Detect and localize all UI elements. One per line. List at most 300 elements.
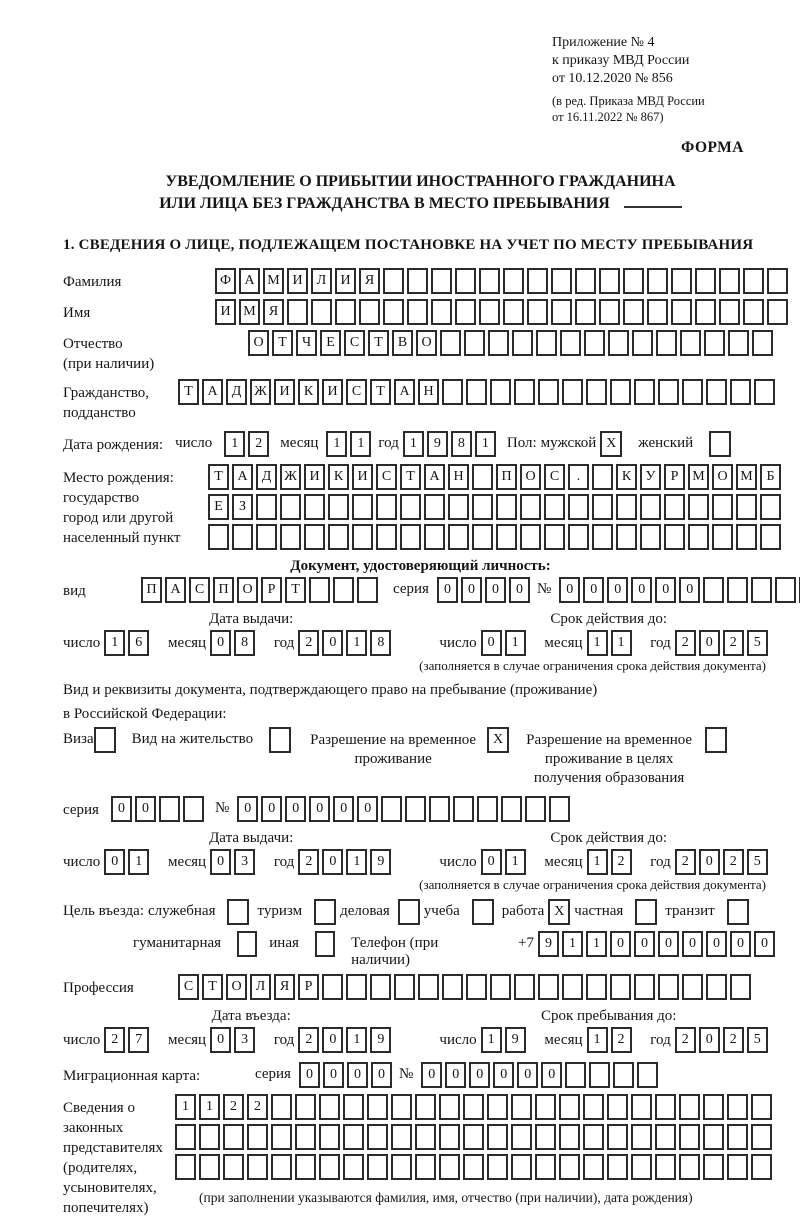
char-box[interactable]: 9 [505, 1027, 526, 1053]
char-box[interactable]: 8 [451, 431, 472, 457]
char-box[interactable] [706, 974, 727, 1000]
char-box[interactable] [391, 1094, 412, 1120]
sex-male-checkbox[interactable]: X [600, 431, 622, 457]
char-box[interactable] [503, 268, 524, 294]
char-box[interactable] [712, 524, 733, 550]
char-box[interactable] [703, 1094, 724, 1120]
char-box[interactable]: 0 [610, 931, 631, 957]
char-box[interactable] [634, 974, 655, 1000]
char-box[interactable]: 0 [445, 1062, 466, 1088]
char-box[interactable] [727, 577, 748, 603]
char-box[interactable]: О [237, 577, 258, 603]
char-box[interactable] [335, 299, 356, 325]
char-box[interactable]: М [263, 268, 284, 294]
char-box[interactable] [472, 464, 493, 490]
char-box[interactable] [477, 796, 498, 822]
char-box[interactable]: 0 [634, 931, 655, 957]
char-box[interactable] [695, 268, 716, 294]
char-box[interactable]: 0 [699, 849, 720, 875]
char-box[interactable] [466, 974, 487, 1000]
char-box[interactable]: 0 [754, 931, 775, 957]
char-box[interactable] [439, 1154, 460, 1180]
char-box[interactable] [671, 268, 692, 294]
char-box[interactable] [328, 524, 349, 550]
char-box[interactable] [549, 796, 570, 822]
char-box[interactable] [616, 494, 637, 520]
sex-female-checkbox[interactable] [709, 431, 731, 457]
char-box[interactable] [536, 330, 557, 356]
char-box[interactable] [503, 299, 524, 325]
char-box[interactable] [525, 796, 546, 822]
char-box[interactable]: 2 [247, 1094, 268, 1120]
char-box[interactable]: О [712, 464, 733, 490]
char-box[interactable] [730, 974, 751, 1000]
char-box[interactable]: 3 [234, 849, 255, 875]
char-box[interactable] [442, 379, 463, 405]
char-box[interactable]: С [544, 464, 565, 490]
char-box[interactable] [271, 1094, 292, 1120]
char-box[interactable]: 0 [607, 577, 628, 603]
purpose-official-checkbox[interactable] [227, 899, 249, 925]
char-box[interactable] [655, 1154, 676, 1180]
edu-permit-checkbox[interactable] [705, 727, 727, 753]
char-box[interactable]: С [178, 974, 199, 1000]
char-box[interactable]: 9 [370, 849, 391, 875]
char-box[interactable]: 0 [469, 1062, 490, 1088]
char-box[interactable]: Л [250, 974, 271, 1000]
char-box[interactable] [575, 268, 596, 294]
char-box[interactable]: А [232, 464, 253, 490]
char-box[interactable] [407, 268, 428, 294]
char-box[interactable] [343, 1124, 364, 1150]
char-box[interactable] [647, 268, 668, 294]
char-box[interactable] [346, 974, 367, 1000]
char-box[interactable] [394, 974, 415, 1000]
char-box[interactable] [719, 299, 740, 325]
char-box[interactable]: С [346, 379, 367, 405]
char-box[interactable] [439, 1094, 460, 1120]
char-box[interactable] [175, 1154, 196, 1180]
char-box[interactable]: П [213, 577, 234, 603]
char-box[interactable] [400, 494, 421, 520]
char-box[interactable] [751, 1154, 772, 1180]
char-box[interactable]: 0 [631, 577, 652, 603]
char-box[interactable] [623, 268, 644, 294]
char-box[interactable]: 9 [370, 1027, 391, 1053]
char-box[interactable]: 8 [370, 630, 391, 656]
purpose-tourism-checkbox[interactable] [314, 899, 336, 925]
char-box[interactable] [271, 1154, 292, 1180]
char-box[interactable] [472, 494, 493, 520]
char-box[interactable] [535, 1124, 556, 1150]
char-box[interactable]: . [568, 464, 589, 490]
char-box[interactable] [512, 330, 533, 356]
char-box[interactable] [640, 524, 661, 550]
char-box[interactable] [575, 299, 596, 325]
char-box[interactable] [655, 1094, 676, 1120]
purpose-study-checkbox[interactable] [472, 899, 494, 925]
char-box[interactable] [583, 1094, 604, 1120]
char-box[interactable]: 0 [357, 796, 378, 822]
char-box[interactable] [415, 1124, 436, 1150]
char-box[interactable] [743, 268, 764, 294]
char-box[interactable] [703, 1124, 724, 1150]
char-box[interactable]: 0 [583, 577, 604, 603]
char-box[interactable] [511, 1154, 532, 1180]
char-box[interactable]: 9 [427, 431, 448, 457]
char-box[interactable] [479, 268, 500, 294]
char-box[interactable] [559, 1094, 580, 1120]
char-box[interactable]: 1 [475, 431, 496, 457]
char-box[interactable]: 1 [587, 630, 608, 656]
char-box[interactable]: И [274, 379, 295, 405]
char-box[interactable]: 0 [437, 577, 458, 603]
char-box[interactable] [429, 796, 450, 822]
char-box[interactable] [490, 379, 511, 405]
char-box[interactable] [383, 268, 404, 294]
char-box[interactable] [754, 379, 775, 405]
char-box[interactable] [712, 494, 733, 520]
char-box[interactable] [544, 524, 565, 550]
char-box[interactable] [679, 1124, 700, 1150]
char-box[interactable] [223, 1124, 244, 1150]
char-box[interactable] [448, 494, 469, 520]
char-box[interactable] [455, 299, 476, 325]
char-box[interactable]: 0 [347, 1062, 368, 1088]
char-box[interactable]: Ф [215, 268, 236, 294]
char-box[interactable] [415, 1094, 436, 1120]
char-box[interactable]: С [376, 464, 397, 490]
char-box[interactable] [295, 1124, 316, 1150]
char-box[interactable] [333, 577, 354, 603]
char-box[interactable]: Р [664, 464, 685, 490]
char-box[interactable]: 2 [104, 1027, 125, 1053]
char-box[interactable]: Я [274, 974, 295, 1000]
char-box[interactable] [767, 299, 788, 325]
char-box[interactable] [658, 974, 679, 1000]
char-box[interactable]: Ч [296, 330, 317, 356]
char-box[interactable]: 0 [322, 1027, 343, 1053]
char-box[interactable]: 0 [481, 849, 502, 875]
char-box[interactable] [424, 494, 445, 520]
char-box[interactable] [559, 1124, 580, 1150]
char-box[interactable] [751, 1124, 772, 1150]
char-box[interactable] [383, 299, 404, 325]
char-box[interactable] [730, 379, 751, 405]
char-box[interactable]: 5 [747, 849, 768, 875]
char-box[interactable] [247, 1124, 268, 1150]
char-box[interactable] [527, 299, 548, 325]
purpose-business-checkbox[interactable] [398, 899, 420, 925]
char-box[interactable] [743, 299, 764, 325]
char-box[interactable] [688, 494, 709, 520]
char-box[interactable] [466, 379, 487, 405]
char-box[interactable]: М [239, 299, 260, 325]
purpose-work-checkbox[interactable]: X [548, 899, 570, 925]
char-box[interactable]: 0 [493, 1062, 514, 1088]
char-box[interactable] [751, 1094, 772, 1120]
char-box[interactable] [183, 796, 204, 822]
char-box[interactable]: И [287, 268, 308, 294]
char-box[interactable]: 2 [298, 630, 319, 656]
char-box[interactable]: 2 [298, 1027, 319, 1053]
char-box[interactable] [637, 1062, 658, 1088]
char-box[interactable] [703, 1154, 724, 1180]
char-box[interactable] [453, 796, 474, 822]
char-box[interactable]: П [496, 464, 517, 490]
char-box[interactable] [535, 1094, 556, 1120]
char-box[interactable] [391, 1124, 412, 1150]
char-box[interactable]: О [416, 330, 437, 356]
char-box[interactable]: 0 [485, 577, 506, 603]
char-box[interactable] [487, 1124, 508, 1150]
char-box[interactable]: 0 [210, 1027, 231, 1053]
char-box[interactable] [256, 494, 277, 520]
char-box[interactable] [280, 494, 301, 520]
char-box[interactable] [479, 299, 500, 325]
char-box[interactable]: 1 [175, 1094, 196, 1120]
char-box[interactable] [586, 379, 607, 405]
char-box[interactable]: Р [261, 577, 282, 603]
char-box[interactable] [610, 974, 631, 1000]
char-box[interactable] [256, 524, 277, 550]
char-box[interactable] [655, 1124, 676, 1150]
char-box[interactable]: 0 [682, 931, 703, 957]
char-box[interactable]: Т [370, 379, 391, 405]
char-box[interactable] [767, 268, 788, 294]
char-box[interactable] [562, 379, 583, 405]
char-box[interactable] [367, 1124, 388, 1150]
char-box[interactable] [706, 379, 727, 405]
char-box[interactable] [322, 974, 343, 1000]
char-box[interactable] [680, 330, 701, 356]
char-box[interactable] [405, 796, 426, 822]
char-box[interactable] [440, 330, 461, 356]
char-box[interactable]: 1 [481, 1027, 502, 1053]
char-box[interactable]: К [328, 464, 349, 490]
char-box[interactable] [511, 1124, 532, 1150]
char-box[interactable] [565, 1062, 586, 1088]
char-box[interactable]: Р [298, 974, 319, 1000]
char-box[interactable]: И [352, 464, 373, 490]
char-box[interactable] [319, 1094, 340, 1120]
char-box[interactable] [719, 268, 740, 294]
char-box[interactable] [464, 330, 485, 356]
char-box[interactable] [367, 1094, 388, 1120]
char-box[interactable]: 0 [285, 796, 306, 822]
char-box[interactable]: 1 [224, 431, 245, 457]
char-box[interactable]: 6 [128, 630, 149, 656]
char-box[interactable] [295, 1094, 316, 1120]
purpose-other-checkbox[interactable] [315, 931, 335, 957]
char-box[interactable]: Т [368, 330, 389, 356]
char-box[interactable]: 0 [730, 931, 751, 957]
char-box[interactable] [544, 494, 565, 520]
char-box[interactable] [424, 524, 445, 550]
char-box[interactable] [538, 974, 559, 1000]
char-box[interactable]: 0 [111, 796, 132, 822]
char-box[interactable] [631, 1124, 652, 1150]
char-box[interactable] [199, 1124, 220, 1150]
char-box[interactable]: 0 [309, 796, 330, 822]
char-box[interactable] [607, 1124, 628, 1150]
char-box[interactable]: 0 [104, 849, 125, 875]
char-box[interactable]: 7 [128, 1027, 149, 1053]
char-box[interactable] [599, 268, 620, 294]
char-box[interactable] [391, 1154, 412, 1180]
char-box[interactable] [463, 1154, 484, 1180]
char-box[interactable]: 0 [371, 1062, 392, 1088]
char-box[interactable] [632, 330, 653, 356]
char-box[interactable]: 5 [747, 1027, 768, 1053]
char-box[interactable] [431, 268, 452, 294]
char-box[interactable] [647, 299, 668, 325]
char-box[interactable] [496, 524, 517, 550]
char-box[interactable] [304, 524, 325, 550]
char-box[interactable]: И [322, 379, 343, 405]
char-box[interactable] [592, 524, 613, 550]
char-box[interactable] [304, 494, 325, 520]
char-box[interactable] [703, 577, 724, 603]
char-box[interactable]: 0 [706, 931, 727, 957]
char-box[interactable] [367, 1154, 388, 1180]
char-box[interactable] [400, 524, 421, 550]
char-box[interactable]: 0 [323, 1062, 344, 1088]
char-box[interactable] [511, 1094, 532, 1120]
char-box[interactable]: 2 [723, 849, 744, 875]
char-box[interactable]: 9 [538, 931, 559, 957]
char-box[interactable] [407, 299, 428, 325]
char-box[interactable]: М [736, 464, 757, 490]
char-box[interactable] [439, 1124, 460, 1150]
char-box[interactable]: А [239, 268, 260, 294]
char-box[interactable]: 1 [505, 630, 526, 656]
char-box[interactable]: Д [226, 379, 247, 405]
char-box[interactable]: 2 [723, 630, 744, 656]
char-box[interactable] [568, 524, 589, 550]
char-box[interactable] [208, 524, 229, 550]
char-box[interactable] [736, 524, 757, 550]
char-box[interactable] [514, 379, 535, 405]
char-box[interactable] [538, 379, 559, 405]
char-box[interactable] [514, 974, 535, 1000]
char-box[interactable]: И [215, 299, 236, 325]
char-box[interactable] [311, 299, 332, 325]
char-box[interactable] [592, 494, 613, 520]
char-box[interactable]: А [394, 379, 415, 405]
char-box[interactable]: С [189, 577, 210, 603]
char-box[interactable]: 0 [541, 1062, 562, 1088]
char-box[interactable] [496, 494, 517, 520]
char-box[interactable]: М [688, 464, 709, 490]
char-box[interactable]: К [298, 379, 319, 405]
char-box[interactable] [418, 974, 439, 1000]
char-box[interactable] [589, 1062, 610, 1088]
char-box[interactable]: Я [263, 299, 284, 325]
char-box[interactable] [658, 379, 679, 405]
char-box[interactable]: О [520, 464, 541, 490]
char-box[interactable]: 0 [237, 796, 258, 822]
char-box[interactable] [488, 330, 509, 356]
char-box[interactable] [688, 524, 709, 550]
char-box[interactable] [727, 1154, 748, 1180]
char-box[interactable] [664, 524, 685, 550]
char-box[interactable] [359, 299, 380, 325]
char-box[interactable] [328, 494, 349, 520]
char-box[interactable] [287, 299, 308, 325]
char-box[interactable]: 2 [223, 1094, 244, 1120]
char-box[interactable]: 1 [586, 931, 607, 957]
char-box[interactable] [599, 299, 620, 325]
char-box[interactable]: 5 [747, 630, 768, 656]
char-box[interactable]: Я [359, 268, 380, 294]
char-box[interactable]: 1 [587, 849, 608, 875]
char-box[interactable]: 1 [350, 431, 371, 457]
char-box[interactable]: 1 [346, 849, 367, 875]
char-box[interactable]: 0 [322, 630, 343, 656]
char-box[interactable]: З [232, 494, 253, 520]
char-box[interactable] [319, 1124, 340, 1150]
char-box[interactable] [584, 330, 605, 356]
char-box[interactable]: 0 [210, 630, 231, 656]
char-box[interactable]: 0 [299, 1062, 320, 1088]
char-box[interactable] [520, 524, 541, 550]
char-box[interactable]: 0 [421, 1062, 442, 1088]
char-box[interactable] [490, 974, 511, 1000]
char-box[interactable] [295, 1154, 316, 1180]
char-box[interactable] [775, 577, 796, 603]
char-box[interactable]: Т [178, 379, 199, 405]
char-box[interactable]: Д [256, 464, 277, 490]
char-box[interactable] [664, 494, 685, 520]
char-box[interactable]: 1 [326, 431, 347, 457]
char-box[interactable] [560, 330, 581, 356]
char-box[interactable] [607, 1154, 628, 1180]
char-box[interactable] [679, 1094, 700, 1120]
char-box[interactable] [309, 577, 330, 603]
char-box[interactable]: И [304, 464, 325, 490]
char-box[interactable] [487, 1094, 508, 1120]
char-box[interactable] [682, 379, 703, 405]
char-box[interactable]: 0 [261, 796, 282, 822]
char-box[interactable]: 2 [675, 630, 696, 656]
char-box[interactable] [376, 494, 397, 520]
char-box[interactable]: 0 [517, 1062, 538, 1088]
char-box[interactable]: 2 [298, 849, 319, 875]
char-box[interactable]: Н [418, 379, 439, 405]
char-box[interactable]: 0 [135, 796, 156, 822]
char-box[interactable] [551, 268, 572, 294]
char-box[interactable] [535, 1154, 556, 1180]
char-box[interactable]: 0 [461, 577, 482, 603]
char-box[interactable]: 0 [679, 577, 700, 603]
char-box[interactable]: В [392, 330, 413, 356]
char-box[interactable] [175, 1124, 196, 1150]
char-box[interactable]: 1 [587, 1027, 608, 1053]
char-box[interactable] [727, 1124, 748, 1150]
char-box[interactable]: 0 [322, 849, 343, 875]
char-box[interactable]: 0 [655, 577, 676, 603]
char-box[interactable]: 1 [346, 1027, 367, 1053]
char-box[interactable]: Т [202, 974, 223, 1000]
char-box[interactable]: 2 [611, 1027, 632, 1053]
char-box[interactable] [442, 974, 463, 1000]
visa-checkbox[interactable] [94, 727, 116, 753]
residence-permit-checkbox[interactable] [269, 727, 291, 753]
char-box[interactable] [679, 1154, 700, 1180]
char-box[interactable] [656, 330, 677, 356]
char-box[interactable]: 2 [675, 849, 696, 875]
